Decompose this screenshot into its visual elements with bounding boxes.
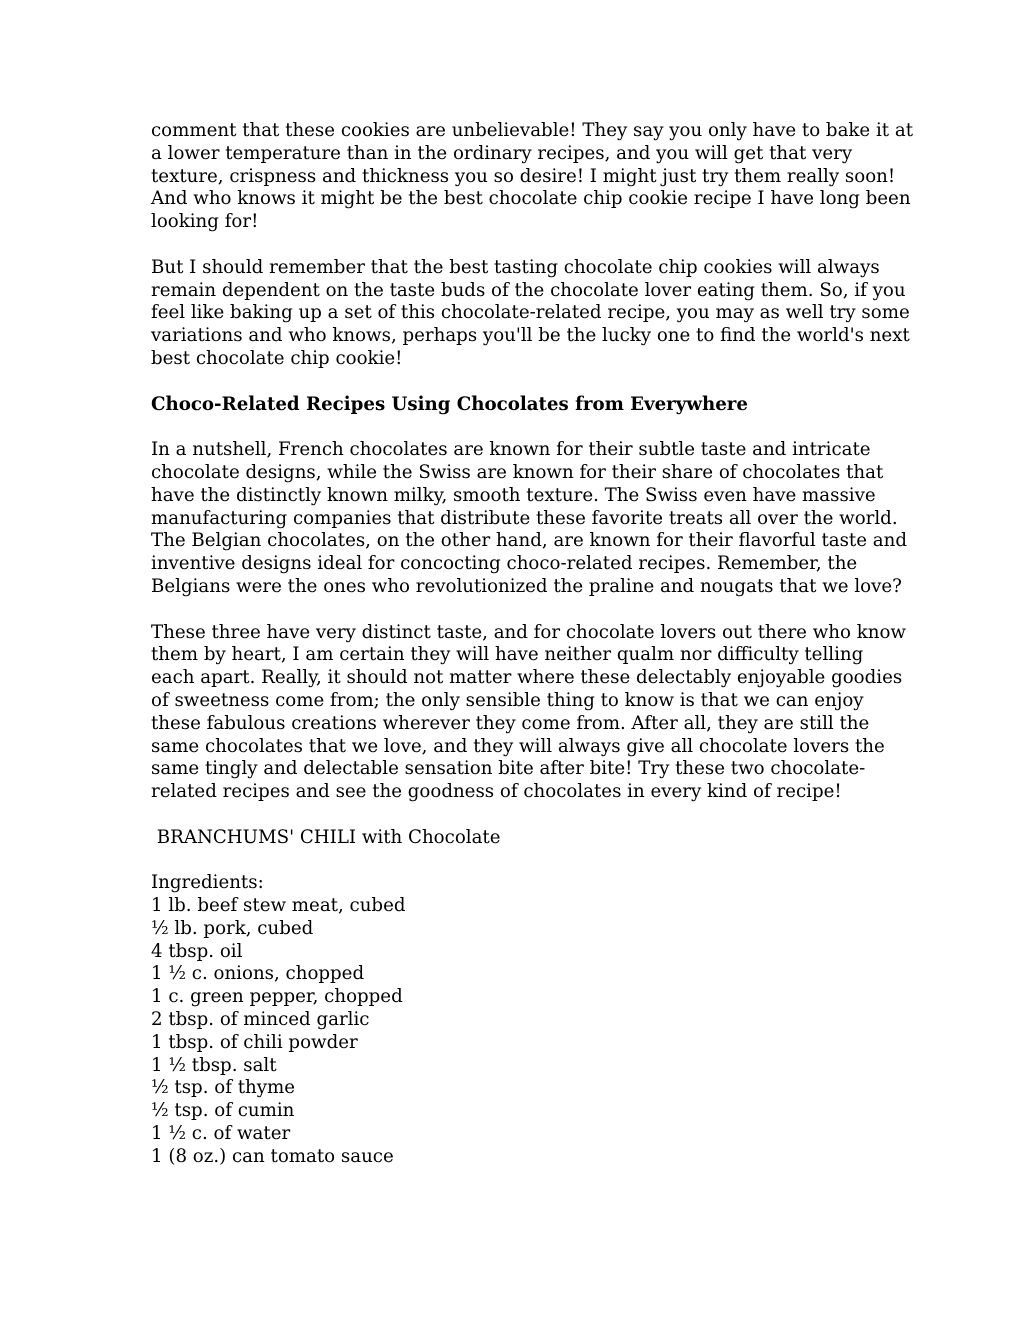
paragraph-three-distinct: [151, 621, 906, 804]
text-line: texture, crispness and thickness you so desire! I might just try them really soon!: [151, 165, 896, 187]
text-line: The Belgian chocolates, on the other hand, are known for their flavorful taste and: [151, 530, 907, 552]
text-line: same tingly and delectable sensation bite after bite! Try these two chocolate-: [151, 758, 866, 780]
section-heading: Choco-Related Recipes Using Chocolates from Everywhere: [151, 393, 748, 415]
paragraph-cookies-comment: [151, 120, 914, 234]
text-line: comment that these cookies are unbelievable! They say you only have to bake it at: [151, 120, 914, 141]
recipe-title: BRANCHUMS' CHILI with Chocolate: [151, 826, 501, 848]
ingredient-item: 1 tbsp. of chili powder: [151, 1031, 358, 1053]
text-line: chocolate designs, while the Swiss are known for their share of chocolates that: [151, 461, 884, 483]
ingredients-list: [151, 872, 881, 1168]
text-line: feel like baking up a set of this chocolate-related recipe, you may as well try some: [151, 302, 910, 324]
text-line: remain dependent on the taste buds of the chocolate lover eating them. So, if you: [151, 279, 906, 301]
ingredient-item: 4 tbsp. oil: [151, 940, 243, 962]
text-line: And who knows it might be the best chocolate chip cookie recipe I have long been: [151, 188, 911, 210]
text-line: best chocolate chip cookie!: [151, 347, 403, 369]
text-line: these fabulous creations wherever they come from. After all, they are still the: [151, 712, 870, 734]
paragraph-best-tasting: [151, 256, 910, 371]
ingredient-item: ½ tsp. of thyme: [151, 1077, 296, 1099]
text-line: These three have very distinct taste, and for chocolate lovers out there who know: [151, 621, 906, 643]
paragraph-nutshell: [151, 439, 907, 599]
text-line: Belgians were the ones who revolutionized the praline and nougats that we love?: [151, 575, 902, 597]
text-line: But I should remember that the best tasting chocolate chip cookies will always: [151, 256, 880, 278]
text-line: looking for!: [151, 211, 259, 233]
ingredient-item: ½ lb. pork, cubed: [151, 917, 314, 939]
ingredient-item: 1 lb. beef stew meat, cubed: [151, 895, 406, 917]
ingredient-item: ½ tsp. of cumin: [151, 1100, 295, 1122]
ingredient-item: 1 c. green pepper, chopped: [151, 986, 403, 1008]
text-line: of sweetness come from; the only sensible thing to know is that we can enjoy: [151, 689, 864, 711]
ingredient-item: 1 ½ c. of water: [151, 1123, 291, 1145]
ingredient-item: 1 ½ c. onions, chopped: [151, 963, 365, 985]
text-line: variations and who knows, perhaps you'll be the lucky one to find the world's next: [151, 325, 910, 347]
text-line: manufacturing companies that distribute these favorite treats all over the world.: [151, 507, 898, 529]
text-line: a lower temperature than in the ordinary recipes, and you will get that very: [151, 142, 853, 164]
text-line: same chocolates that we love, and they will always give all chocolate lovers the: [151, 735, 885, 757]
ingredients-label: Ingredients:: [151, 872, 264, 894]
document-page: [151, 120, 914, 1169]
text-line: each apart. Really, it should not matter where these delectably enjoyable goodies: [151, 667, 903, 689]
text-line: related recipes and see the goodness of chocolates in every kind of recipe!: [151, 781, 842, 803]
text-line: have the distinctly known milky, smooth texture. The Swiss even have massive: [151, 484, 876, 506]
text-line: In a nutshell, French chocolates are known for their subtle taste and intricate: [151, 439, 871, 461]
text-line: inventive designs ideal for concocting choco-related recipes. Remember, the: [151, 553, 858, 575]
ingredient-item: 1 (8 oz.) can tomato sauce: [151, 1145, 394, 1167]
ingredient-item: 1 ½ tbsp. salt: [151, 1054, 277, 1076]
text-line: them by heart, I am certain they will have neither qualm nor difficulty telling: [151, 644, 864, 666]
ingredient-item: 2 tbsp. of minced garlic: [151, 1009, 370, 1031]
